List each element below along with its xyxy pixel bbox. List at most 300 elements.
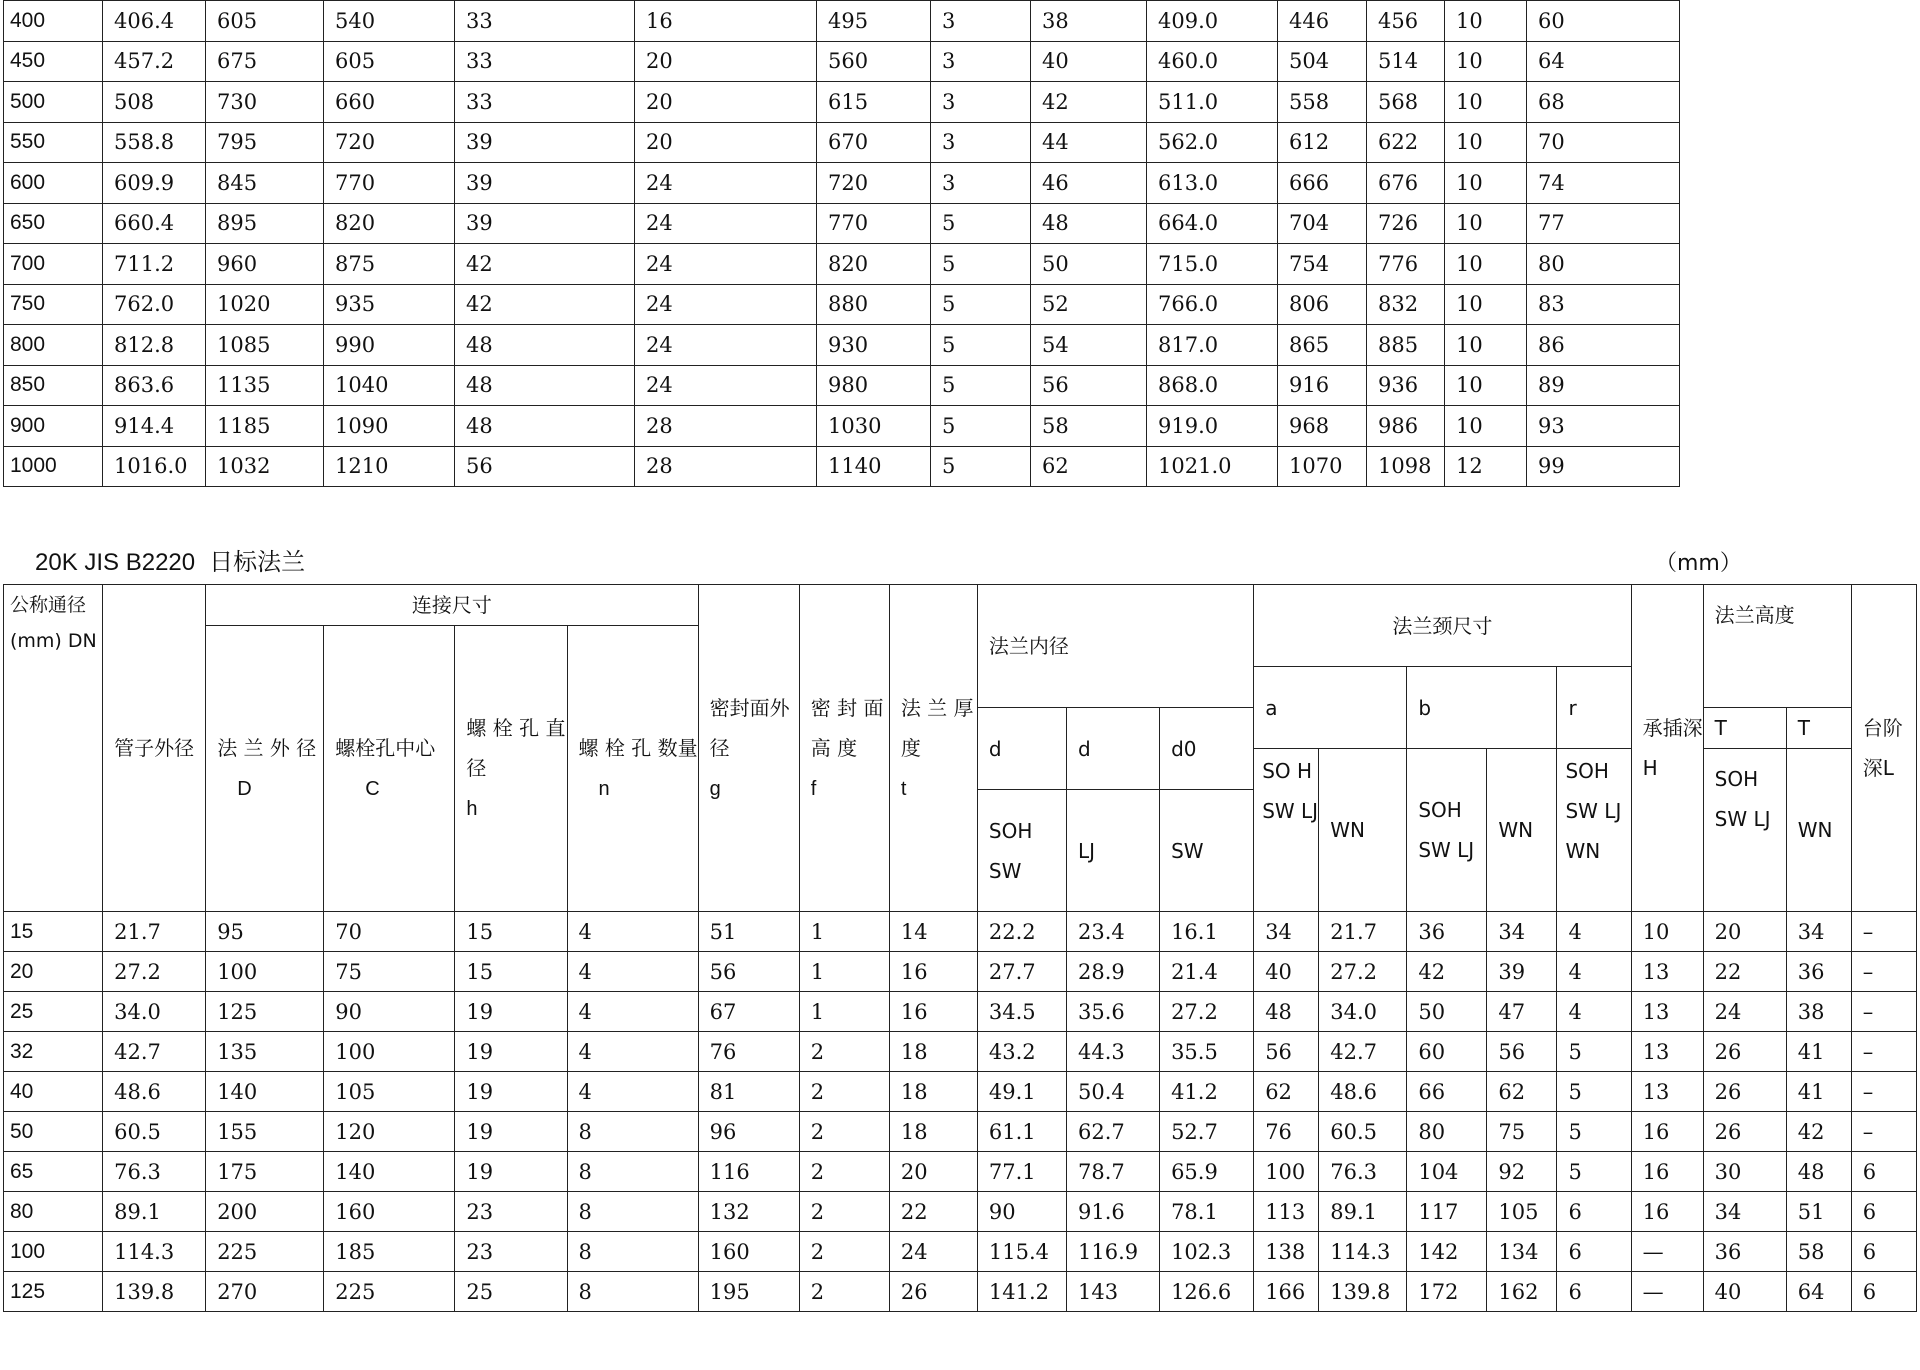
table-cell: 776 [1367, 244, 1445, 285]
table-cell: 6 [1557, 1192, 1631, 1232]
table-row [4, 203, 1680, 244]
table-row [4, 1272, 1917, 1312]
table-cell: 104 [1407, 1152, 1487, 1192]
table-cell: 720 [324, 122, 455, 163]
table-cell: 27.2 [1319, 952, 1407, 992]
table-cell: 70 [1527, 122, 1680, 163]
thickness-label: 法 兰 厚度 [900, 695, 974, 760]
table-row [4, 446, 1680, 487]
table-cell: – [1851, 1072, 1916, 1112]
table-cell: 18 [889, 1112, 977, 1152]
table-cell: 1085 [206, 325, 324, 366]
table-cell: 495 [817, 1, 931, 42]
table-cell: 5 [931, 406, 1031, 447]
header-bore-d2: d [1066, 708, 1159, 790]
table-cell: 806 [1278, 284, 1367, 325]
header-seal-od [698, 585, 799, 912]
table-cell: 105 [324, 1072, 455, 1112]
row-dn-cell: 1000 [4, 446, 103, 487]
table-cell: 24 [635, 365, 817, 406]
table-cell: 605 [324, 41, 455, 82]
table-cell: 52.7 [1160, 1112, 1254, 1152]
seal-od-symbol: g [709, 777, 721, 800]
table-cell: 67 [698, 992, 799, 1032]
table-cell: 116 [698, 1152, 799, 1192]
table-cell: 162 [1487, 1272, 1557, 1312]
table-cell: 120 [324, 1112, 455, 1152]
table-cell: 62 [1487, 1072, 1557, 1112]
table-cell: 4 [567, 952, 698, 992]
table-cell: 1016.0 [103, 446, 206, 487]
table-cell: 78.7 [1066, 1152, 1159, 1192]
table-cell: 30 [1703, 1152, 1786, 1192]
table-cell: 2 [799, 1232, 889, 1272]
jis-20k-flange-table [3, 584, 1917, 1312]
table-cell: 115.4 [977, 1232, 1066, 1272]
table-cell: 75 [324, 952, 455, 992]
seal-height-label: 密 封 面 高 度 [810, 695, 884, 760]
table-cell: 77 [1527, 203, 1680, 244]
table-cell: 225 [206, 1232, 324, 1272]
table-cell: 52 [1031, 284, 1147, 325]
table-cell: 48 [455, 325, 635, 366]
table-cell: 138 [1254, 1232, 1319, 1272]
table-cell: 4 [1557, 912, 1631, 952]
table-cell: 817.0 [1147, 325, 1278, 366]
table-cell: 5 [931, 284, 1031, 325]
row-dn-cell: 100 [4, 1232, 103, 1272]
table-cell: 16 [889, 992, 977, 1032]
header-bore: 法兰内径 [977, 585, 1253, 708]
table-row [4, 1, 1680, 42]
table-cell: 456 [1367, 1, 1445, 42]
table-cell: 38 [1031, 1, 1147, 42]
thickness-symbol: t [900, 777, 907, 800]
table-cell: 160 [698, 1232, 799, 1272]
row-dn-cell: 700 [4, 244, 103, 285]
table-cell: 21.7 [1319, 912, 1407, 952]
table-cell: 2 [799, 1072, 889, 1112]
table-cell: 56 [1254, 1032, 1319, 1072]
row-dn-cell: 450 [4, 41, 103, 82]
table-cell: 820 [817, 244, 931, 285]
table-cell: 8 [567, 1192, 698, 1232]
table-cell: 704 [1278, 203, 1367, 244]
table-cell: 21.4 [1160, 952, 1254, 992]
table-cell: 676 [1367, 163, 1445, 204]
table-cell: 34 [1703, 1192, 1786, 1232]
table-cell: 39 [455, 163, 635, 204]
table-cell: 1021.0 [1147, 446, 1278, 487]
table-cell: 5 [1557, 1072, 1631, 1112]
table-cell: 16 [1631, 1152, 1703, 1192]
table-cell: 720 [817, 163, 931, 204]
table-cell: 40 [1254, 952, 1319, 992]
top-flange-table [3, 0, 1680, 487]
table-cell: 514 [1367, 41, 1445, 82]
table-cell: 27.7 [977, 952, 1066, 992]
table-cell: 46 [1031, 163, 1147, 204]
header-socket-depth: 承插深H [1631, 585, 1703, 912]
table-cell: 1 [799, 912, 889, 952]
table-cell: 3 [931, 82, 1031, 123]
table-cell: 16 [1631, 1112, 1703, 1152]
table-cell: 3 [931, 41, 1031, 82]
table-cell: 24 [635, 203, 817, 244]
table-cell: 33 [455, 1, 635, 42]
header-bore-d0-type: SW [1160, 790, 1254, 912]
table-cell: 13 [1631, 992, 1703, 1032]
table-cell: 34 [1487, 912, 1557, 952]
table-cell: 508 [103, 82, 206, 123]
table-cell: 18 [889, 1032, 977, 1072]
header-flange-height: 法兰高度 [1703, 585, 1851, 708]
table-cell: 660 [324, 82, 455, 123]
table-cell: 20 [1703, 912, 1786, 952]
table-cell: 670 [817, 122, 931, 163]
table-cell: 4 [1557, 952, 1631, 992]
table-cell: 51 [698, 912, 799, 952]
table-cell: 460.0 [1147, 41, 1278, 82]
table-cell: 2 [799, 1112, 889, 1152]
table-cell: 132 [698, 1192, 799, 1232]
table-cell: 560 [817, 41, 931, 82]
table-cell: 48.6 [103, 1072, 206, 1112]
table-cell: 10 [1445, 1, 1527, 42]
table-cell: 865 [1278, 325, 1367, 366]
table-cell: 1098 [1367, 446, 1445, 487]
row-dn-cell: 65 [4, 1152, 103, 1192]
table-cell: 225 [324, 1272, 455, 1312]
table-cell: 6 [1851, 1192, 1916, 1232]
table-cell: 34.5 [977, 992, 1066, 1032]
row-dn-cell: 50 [4, 1112, 103, 1152]
header-seal-height [799, 585, 889, 912]
table-cell: 114.3 [103, 1232, 206, 1272]
header-thickness [889, 585, 977, 912]
header-neck-r-all: SOH SW LJ WN [1557, 749, 1631, 912]
table-cell: 89.1 [1319, 1192, 1407, 1232]
row-dn-cell: 40 [4, 1072, 103, 1112]
table-cell: 48.6 [1319, 1072, 1407, 1112]
table-cell: 76 [1254, 1112, 1319, 1152]
table-cell: 10 [1445, 203, 1527, 244]
table-row [4, 163, 1680, 204]
table-cell: 44.3 [1066, 1032, 1159, 1072]
table-cell: 10 [1445, 41, 1527, 82]
table-cell: 14 [889, 912, 977, 952]
table-cell: – [1851, 912, 1916, 952]
table-cell: 24 [635, 163, 817, 204]
table-cell: 143 [1066, 1272, 1159, 1312]
table-cell: 99 [1527, 446, 1680, 487]
table-cell: 24 [1703, 992, 1786, 1032]
table-row [4, 365, 1680, 406]
table-cell: 41 [1786, 1032, 1851, 1072]
table-row [4, 122, 1680, 163]
table-cell: 92 [1487, 1152, 1557, 1192]
table-cell: 102.3 [1160, 1232, 1254, 1272]
header-bolt-center [324, 626, 455, 912]
header-height-wn: WN [1786, 749, 1851, 912]
table-cell: 80 [1407, 1112, 1487, 1152]
table-cell: 51 [1786, 1192, 1851, 1232]
table-cell: 35.5 [1160, 1032, 1254, 1072]
table-cell: 96 [698, 1112, 799, 1152]
table-cell: 24 [635, 244, 817, 285]
table-cell: 13 [1631, 1032, 1703, 1072]
header-neck-b-wn: WN [1487, 749, 1557, 912]
bolt-dia-label: 螺 栓 孔 直径 [466, 716, 566, 780]
table-cell: 10 [1445, 406, 1527, 447]
table-cell: 6 [1851, 1232, 1916, 1272]
header-height-soh: SOH SW LJ [1703, 749, 1786, 912]
table-cell: 42 [1407, 952, 1487, 992]
table-cell: 58 [1786, 1232, 1851, 1272]
table-cell: 1020 [206, 284, 324, 325]
table-cell: 1 [799, 952, 889, 992]
table-cell: 22.2 [977, 912, 1066, 952]
table-cell: 754 [1278, 244, 1367, 285]
table-cell: 5 [931, 203, 1031, 244]
table-cell: 1040 [324, 365, 455, 406]
row-dn-cell: 80 [4, 1192, 103, 1232]
table-cell: 90 [324, 992, 455, 1032]
table-cell: 23.4 [1066, 912, 1159, 952]
table-cell: 5 [1557, 1112, 1631, 1152]
table-cell: 62.7 [1066, 1112, 1159, 1152]
table-cell: 134 [1487, 1232, 1557, 1272]
table-cell: 20 [635, 82, 817, 123]
table-cell: 140 [324, 1152, 455, 1192]
header-connection: 连接尺寸 [206, 585, 698, 626]
table-cell: — [1631, 1272, 1703, 1312]
table-cell: 142 [1407, 1232, 1487, 1272]
table-cell: 48 [1786, 1152, 1851, 1192]
table-cell: 10 [1445, 244, 1527, 285]
table-cell: 89.1 [103, 1192, 206, 1232]
table-cell: 76.3 [103, 1152, 206, 1192]
table-cell: 766.0 [1147, 284, 1278, 325]
table-row [4, 1192, 1917, 1232]
table-cell: 3 [931, 1, 1031, 42]
table-cell: 16 [635, 1, 817, 42]
table-cell: 832 [1367, 284, 1445, 325]
table-cell: 58 [1031, 406, 1147, 447]
table-cell: 38 [1786, 992, 1851, 1032]
table-cell: 3 [931, 163, 1031, 204]
table-cell: 41 [1786, 1072, 1851, 1112]
table-cell: 39 [455, 203, 635, 244]
table-cell: 270 [206, 1272, 324, 1312]
table-cell: 76 [698, 1032, 799, 1072]
table-cell: 140 [206, 1072, 324, 1112]
table-cell: 60.5 [103, 1112, 206, 1152]
seal-od-label: 密封面外径 [709, 695, 790, 760]
table-cell: 34 [1786, 912, 1851, 952]
row-dn-cell: 800 [4, 325, 103, 366]
table-cell: 558 [1278, 82, 1367, 123]
table-cell: 457.2 [103, 41, 206, 82]
table-cell: 711.2 [103, 244, 206, 285]
table-cell: 114.3 [1319, 1232, 1407, 1272]
table-cell: 100 [206, 952, 324, 992]
table-row [4, 406, 1680, 447]
table-cell: 116.9 [1066, 1232, 1159, 1272]
unit-label: （mm） [1655, 551, 1742, 576]
table-cell: 10 [1631, 912, 1703, 952]
table-cell: 15 [455, 952, 567, 992]
table-cell: 446 [1278, 1, 1367, 42]
table-cell: 64 [1527, 41, 1680, 82]
table-row [4, 992, 1917, 1032]
table-cell: 83 [1527, 284, 1680, 325]
table-cell: 5 [931, 446, 1031, 487]
table-cell: 117 [1407, 1192, 1487, 1232]
header-bore-d1: d [977, 708, 1066, 790]
table-cell: 770 [324, 163, 455, 204]
caption-title: 20K JIS B2220 [35, 549, 196, 576]
caption-subtitle: 日标法兰 [209, 549, 306, 576]
table-cell: 77.1 [977, 1152, 1066, 1192]
table-row [4, 244, 1680, 285]
table-cell: 622 [1367, 122, 1445, 163]
table-cell: 139.8 [103, 1272, 206, 1312]
table-cell: 715.0 [1147, 244, 1278, 285]
table-cell: 56 [698, 952, 799, 992]
row-dn-cell: 25 [4, 992, 103, 1032]
table-cell: 21.7 [103, 912, 206, 952]
bolt-dia-symbol: h [466, 798, 478, 820]
table-cell: 990 [324, 325, 455, 366]
table-cell: 22 [889, 1192, 977, 1232]
table-cell: 61.1 [977, 1112, 1066, 1152]
table-cell: 22 [1703, 952, 1786, 992]
header-neck: 法兰颈尺寸 [1254, 585, 1631, 667]
table-cell: 42 [455, 284, 635, 325]
table-caption [35, 542, 319, 577]
row-dn-cell: 600 [4, 163, 103, 204]
table-cell: 795 [206, 122, 324, 163]
table-cell: 2 [799, 1192, 889, 1232]
table-cell: 4 [567, 1072, 698, 1112]
table-cell: 126.6 [1160, 1272, 1254, 1312]
table-cell: 935 [324, 284, 455, 325]
table-cell: 6 [1851, 1272, 1916, 1312]
table-cell: 6 [1557, 1272, 1631, 1312]
row-dn-cell: 550 [4, 122, 103, 163]
table-cell: 5 [1557, 1032, 1631, 1072]
table-cell: 68 [1527, 82, 1680, 123]
table-cell: 66 [1407, 1072, 1487, 1112]
table-cell: 5 [931, 325, 1031, 366]
header-bolt-dia [455, 626, 567, 912]
table-row [4, 1032, 1917, 1072]
table-cell: 56 [455, 446, 635, 487]
table-cell: 4 [1557, 992, 1631, 1032]
table-cell: 409.0 [1147, 1, 1278, 42]
table-cell: 880 [817, 284, 931, 325]
header-step-depth: 台阶深L [1851, 585, 1916, 912]
table-cell: 20 [635, 41, 817, 82]
table-cell: 540 [324, 1, 455, 42]
bolt-center-label: 螺栓孔中心 [335, 736, 436, 760]
table-cell: 28.9 [1066, 952, 1159, 992]
header-neck-a: a [1254, 667, 1407, 749]
table-cell: 64 [1786, 1272, 1851, 1312]
row-dn-cell: 32 [4, 1032, 103, 1072]
header-height-t2: T [1786, 708, 1851, 749]
table-cell: 675 [206, 41, 324, 82]
table-cell: 62 [1254, 1072, 1319, 1112]
table-cell: 726 [1367, 203, 1445, 244]
table-cell: 74 [1527, 163, 1680, 204]
table-cell: 15 [455, 912, 567, 952]
table-cell: 24 [635, 325, 817, 366]
table-cell: 160 [324, 1192, 455, 1232]
table-cell: 885 [1367, 325, 1445, 366]
top-table-body [4, 1, 1680, 487]
table-cell: 60 [1407, 1032, 1487, 1072]
table-cell: 76.3 [1319, 1152, 1407, 1192]
table-cell: 100 [1254, 1152, 1319, 1192]
row-dn-cell: 500 [4, 82, 103, 123]
table-cell: 62 [1031, 446, 1147, 487]
table-cell: 34.0 [103, 992, 206, 1032]
table-cell: 155 [206, 1112, 324, 1152]
table-row [4, 284, 1680, 325]
table-cell: 875 [324, 244, 455, 285]
table-cell: 5 [1557, 1152, 1631, 1192]
table-row [4, 1072, 1917, 1112]
table-cell: 511.0 [1147, 82, 1278, 123]
header-bore-d2-type: LJ [1066, 790, 1159, 912]
header-neck-b-soh: SOH SW LJ [1407, 749, 1487, 912]
table-cell: 8 [567, 1112, 698, 1152]
table-cell: 863.6 [103, 365, 206, 406]
table-cell: 730 [206, 82, 324, 123]
table-cell: 919.0 [1147, 406, 1278, 447]
table-cell: 33 [455, 41, 635, 82]
table-cell: 10 [1445, 284, 1527, 325]
table-cell: 4 [567, 1032, 698, 1072]
row-dn-cell: 650 [4, 203, 103, 244]
table-cell: 42 [455, 244, 635, 285]
table-cell: 43.2 [977, 1032, 1066, 1072]
table-cell: 39 [455, 122, 635, 163]
table-cell: 1140 [817, 446, 931, 487]
table-cell: 23 [455, 1232, 567, 1272]
table-cell: 1030 [817, 406, 931, 447]
table-cell: 36 [1407, 912, 1487, 952]
header-nominal: 公称通径(mm) DN [4, 585, 103, 912]
table-cell: 16 [1631, 1192, 1703, 1232]
table-cell: 845 [206, 163, 324, 204]
row-dn-cell: 20 [4, 952, 103, 992]
table-cell: 56 [1031, 365, 1147, 406]
header-bore-d0: d0 [1160, 708, 1254, 790]
table-cell: 10 [1445, 122, 1527, 163]
table-cell: 936 [1367, 365, 1445, 406]
table-cell: 10 [1445, 163, 1527, 204]
bottom-table-header [4, 585, 1917, 912]
table-cell: 19 [455, 1112, 567, 1152]
table-cell: 615 [817, 82, 931, 123]
table-cell: 48 [1031, 203, 1147, 244]
table-row [4, 41, 1680, 82]
table-cell: 8 [567, 1272, 698, 1312]
table-cell: 1 [799, 992, 889, 1032]
